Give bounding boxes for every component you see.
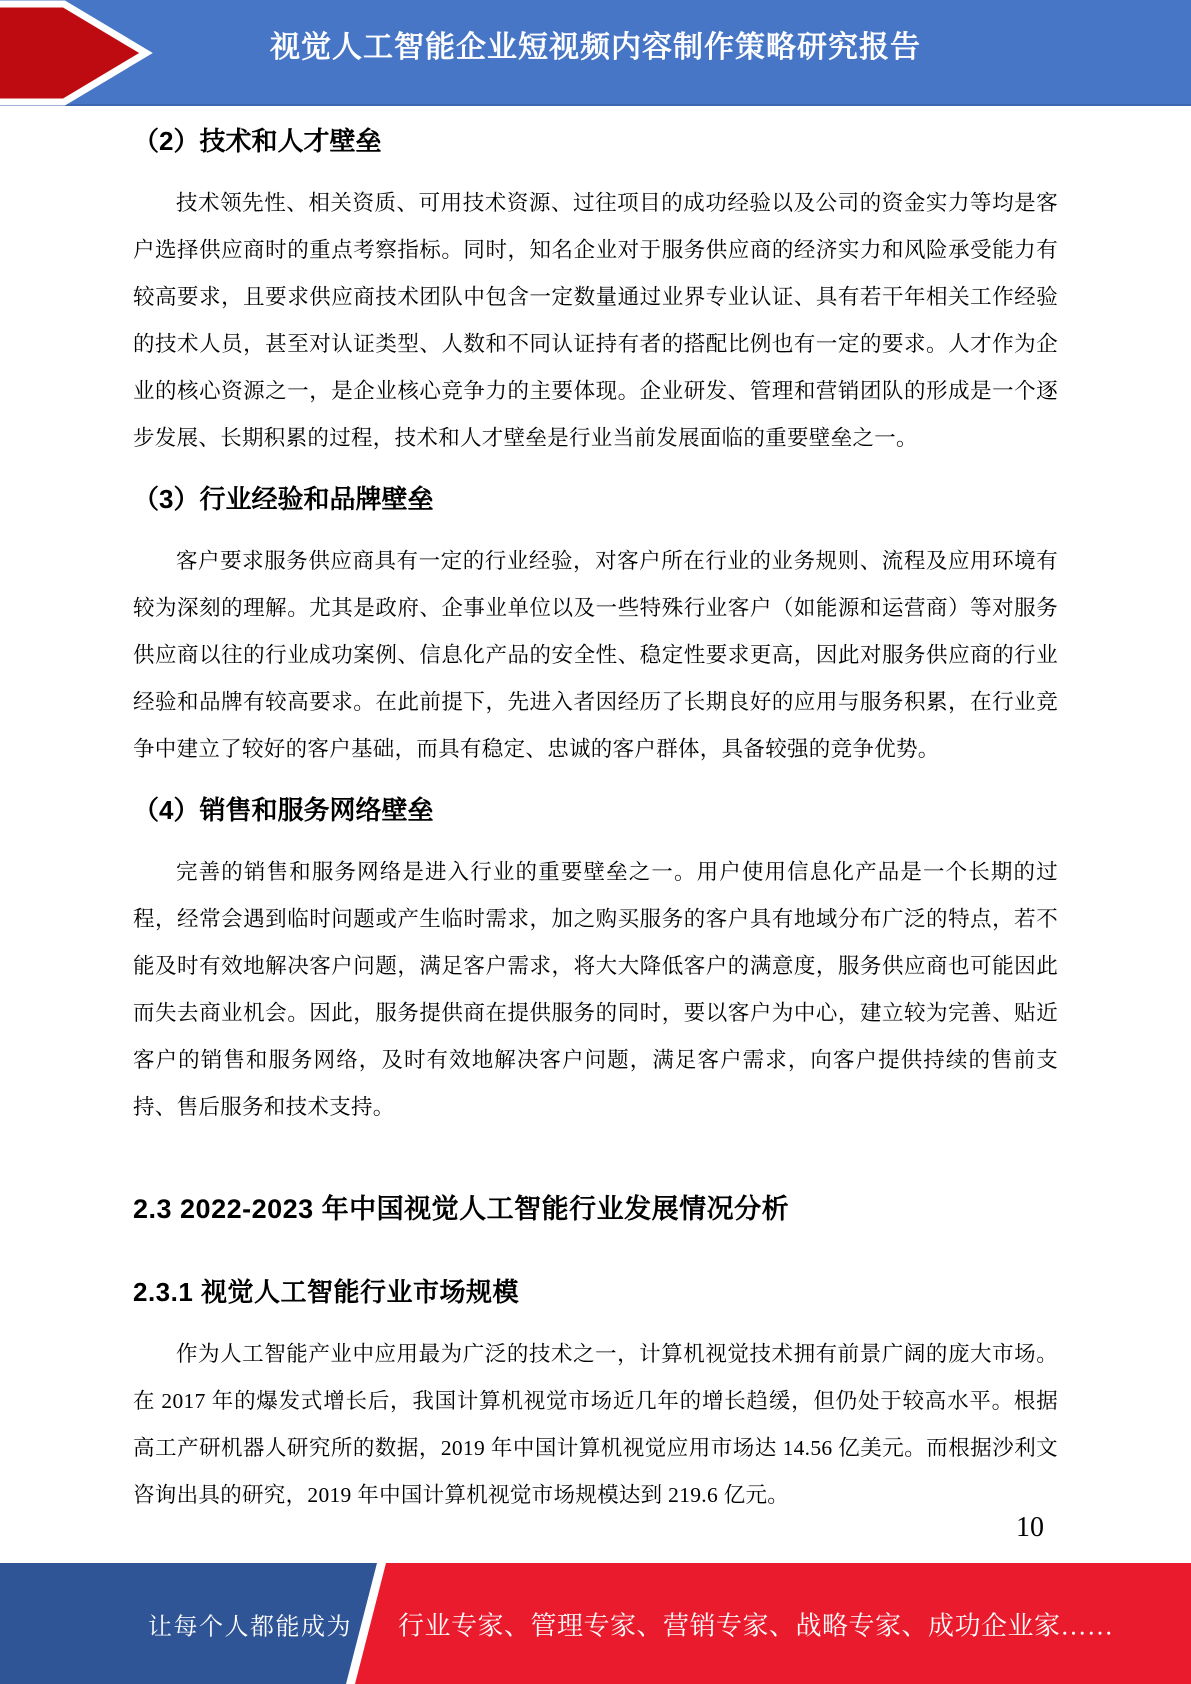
report-title: 视觉人工智能企业短视频内容制作策略研究报告: [270, 31, 921, 64]
footer-banner: [0, 1563, 1191, 1684]
section-paragraph-sales-network: 完善的销售和服务网络是进入行业的重要壁垒之一。用户使用信息化产品是一个长期的过程，经常会遇到临时问题或产生临时需求，加之购买服务的客户具有地域分布广泛的特点，若不能及时有效地解决客户问题，满足客户需求，将大大降低客户的满意度，服务供应商也可能因此而失去商业机会。因此，服务提供商在提供服务的同时，要以客户为中心，建立较为完善、贴近客户的销售和服务网络，及时有效地解决客户问题，满足客户需求，向客户提供持续的售前支持、售后服务和技术支持。: [133, 860, 1058, 1119]
header-banner: [0, 0, 1191, 106]
chapter-paragraph-market-size: 作为人工智能产业中应用最为广泛的技术之一，计算机视觉技术拥有前景广阔的庞大市场。在 2017 年的爆发式增长后，我国计算机视觉市场近几年的增长趋缓，但仍处于较高水平。根据高工产研机器人研究所的数据，2019 年中国计算机视觉应用市场达 14.56 亿美元。而根据沙利文咨询出具的研究，2019 年中国计算机视觉市场规模达到 219.6 亿元。: [133, 1342, 1058, 1507]
page-content: [0, 124, 1191, 1519]
footer-slogan-right: 行业专家、管理专家、营销专家、战略专家、成功企业家……: [398, 1611, 1114, 1640]
chapter-subheading: 2.3.1 视觉人工智能行业市场规模: [133, 1277, 520, 1307]
section-heading-experience-brand: （3）行业经验和品牌壁垒: [133, 484, 434, 514]
section-heading-sales-network: （4）销售和服务网络壁垒: [133, 795, 434, 825]
page-number: 10: [1016, 1512, 1044, 1543]
chapter-heading: 2.3 2022-2023 年中国视觉人工智能行业发展情况分析: [133, 1194, 790, 1224]
section-heading-tech-talent: （2）技术和人才壁垒: [133, 126, 382, 156]
footer-slogan-left: 让每个人都能成为: [148, 1614, 352, 1640]
section-paragraph-experience-brand: 客户要求服务供应商具有一定的行业经验，对客户所在行业的业务规则、流程及应用环境有较为深刻的理解。尤其是政府、企事业单位以及一些特殊行业客户（如能源和运营商）等对服务供应商以往的行业成功案例、信息化产品的安全性、稳定性要求更高，因此对服务供应商的行业经验和品牌有较高要求。在此前提下，先进入者因经历了长期良好的应用与服务积累，在行业竞争中建立了较好的客户基础，而具有稳定、忠诚的客户群体，具备较强的竞争优势。: [133, 549, 1058, 761]
section-paragraph-tech-talent: 技术领先性、相关资质、可用技术资源、过往项目的成功经验以及公司的资金实力等均是客户选择供应商时的重点考察指标。同时，知名企业对于服务供应商的经济实力和风险承受能力有较高要求，且要求供应商技术团队中包含一定数量通过业界专业认证、具有若干年相关工作经验的技术人员，甚至对认证类型、人数和不同认证持有者的搭配比例也有一定的要求。人才作为企业的核心资源之一，是企业核心竞争力的主要体现。企业研发、管理和营销团队的形成是一个逐步发展、长期积累的过程，技术和人才壁垒是行业当前发展面临的重要壁垒之一。: [133, 191, 1058, 450]
